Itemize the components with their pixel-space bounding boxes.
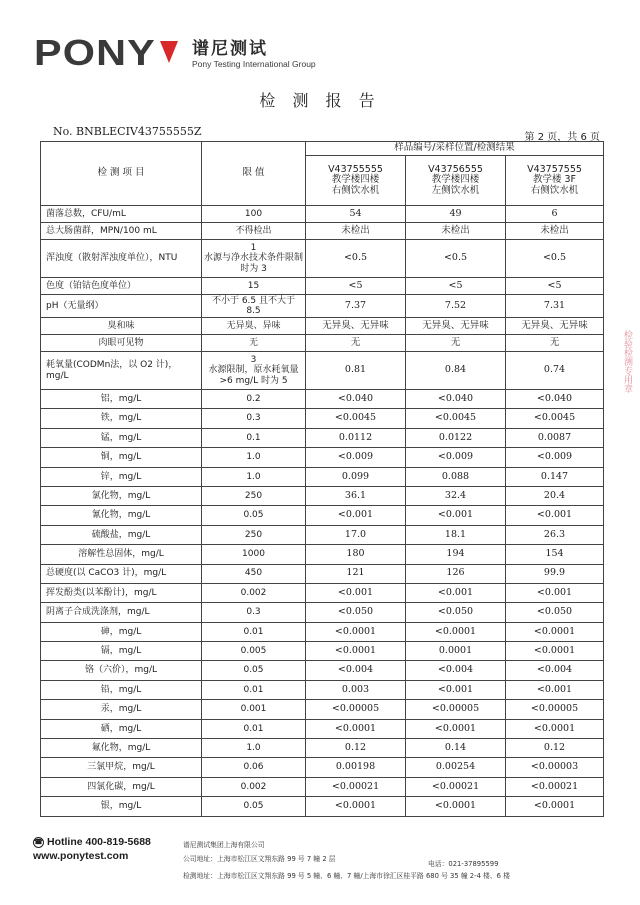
limit-cell: 0.01	[202, 622, 306, 641]
result-cell: 无	[306, 335, 406, 352]
result-cell: <0.0045	[506, 409, 604, 428]
limit-cell: 0.002	[202, 583, 306, 602]
item-cell: 三氯甲烷，mg/L	[41, 758, 202, 777]
result-cell: 无	[406, 335, 506, 352]
result-cell: <5	[306, 278, 406, 295]
result-cell: 0.74	[506, 352, 604, 390]
hotline-text: Hotline 400-819-5688	[47, 836, 151, 848]
result-cell: 无异臭、无异味	[406, 318, 506, 335]
item-cell: 菌落总数，CFU/mL	[41, 206, 202, 223]
result-cell: <0.00005	[306, 700, 406, 719]
result-cell: 0.00254	[406, 758, 506, 777]
item-cell: 浑浊度（散射浑浊度单位），NTU	[41, 240, 202, 278]
item-cell: 色度（铂钴色度单位）	[41, 278, 202, 295]
table-row	[41, 739, 604, 758]
result-cell: <0.050	[406, 603, 506, 622]
hotline	[33, 836, 151, 848]
result-cell: 121	[306, 564, 406, 583]
result-cell: <0.001	[306, 506, 406, 525]
table-row	[41, 295, 604, 318]
limit-cell: 1000	[202, 545, 306, 564]
item-cell: 四氯化碳，mg/L	[41, 777, 202, 796]
item-cell: 氯化物，mg/L	[41, 486, 202, 505]
result-cell: 32.4	[406, 486, 506, 505]
limit-cell: 无异臭、异味	[202, 318, 306, 335]
table-row	[41, 777, 604, 796]
result-cell: <0.5	[406, 240, 506, 278]
item-cell: 锰，mg/L	[41, 428, 202, 447]
limit-cell: 0.001	[202, 700, 306, 719]
sample-location: 右侧饮水机	[331, 184, 380, 196]
limit-cell: 15	[202, 278, 306, 295]
table-row	[41, 622, 604, 641]
item-cell: 肉眼可见物	[41, 335, 202, 352]
limit-cell: 1 水源与净水技术条件限制时为 3	[202, 240, 306, 278]
result-cell: 7.52	[406, 295, 506, 318]
result-cell: <0.001	[506, 680, 604, 699]
limit-cell: 250	[202, 486, 306, 505]
sample-location: 教学楼四楼	[431, 174, 480, 186]
result-cell: <0.0001	[306, 719, 406, 738]
table-row	[41, 603, 604, 622]
result-cell: 0.003	[306, 680, 406, 699]
result-cell: <0.040	[406, 390, 506, 409]
result-cell: <0.5	[306, 240, 406, 278]
result-cell: 6	[506, 206, 604, 223]
result-cell: <0.004	[506, 661, 604, 680]
item-cell: 总硬度(以 CaCO3 计)，mg/L	[41, 564, 202, 583]
table-row	[41, 318, 604, 335]
result-cell: <0.0045	[406, 409, 506, 428]
table-row	[41, 448, 604, 467]
result-cell: 36.1	[306, 486, 406, 505]
result-cell: 未检出	[306, 223, 406, 240]
result-cell: 0.84	[406, 352, 506, 390]
company-logo	[22, 28, 342, 78]
result-cell: <0.001	[406, 583, 506, 602]
result-cell: 未检出	[406, 223, 506, 240]
result-cell: 0.0112	[306, 428, 406, 447]
limit-cell: 0.05	[202, 506, 306, 525]
table-row	[41, 680, 604, 699]
result-cell: 0.147	[506, 467, 604, 486]
result-cell: <0.0045	[306, 409, 406, 428]
result-cell: <0.050	[506, 603, 604, 622]
result-cell: 0.12	[506, 739, 604, 758]
result-cell: 126	[406, 564, 506, 583]
column-header-item: 检 测 项 目	[41, 142, 202, 206]
result-cell: 194	[406, 545, 506, 564]
result-cell: <0.00003	[506, 758, 604, 777]
limit-cell: 0.1	[202, 428, 306, 447]
limit-cell: 450	[202, 564, 306, 583]
website-link[interactable]: www.ponytest.com	[33, 850, 129, 862]
result-cell: <0.00021	[406, 777, 506, 796]
item-cell: 铅，mg/L	[41, 680, 202, 699]
item-cell: 氰化物，mg/L	[41, 506, 202, 525]
result-cell: 0.0122	[406, 428, 506, 447]
table-row	[41, 352, 604, 390]
table-row	[41, 206, 604, 223]
limit-cell: 0.2	[202, 390, 306, 409]
result-cell: 154	[506, 545, 604, 564]
item-cell: 铬（六价），mg/L	[41, 661, 202, 680]
table-row	[41, 390, 604, 409]
result-cell: 26.3	[506, 525, 604, 544]
table-row	[41, 758, 604, 777]
result-cell: 7.37	[306, 295, 406, 318]
result-cell: 无异臭、无异味	[306, 318, 406, 335]
result-cell: <0.001	[306, 583, 406, 602]
result-cell: 49	[406, 206, 506, 223]
result-cell: <0.040	[506, 390, 604, 409]
result-cell: <0.0001	[506, 719, 604, 738]
item-cell: 铝，mg/L	[41, 390, 202, 409]
result-cell: 无	[506, 335, 604, 352]
footer-address: 公司地址：上海市松江区文翔东路 99 号 7 幢 2 层	[183, 855, 336, 863]
footer-lab-address: 检测地址：上海市松江区文翔东路 99 号 5 幢、6 幢、7 幢/上海市徐汇区桂平路 680 号 35 幢 2-4 楼、6 楼	[183, 872, 510, 880]
sample-header	[406, 156, 506, 206]
table-row	[41, 700, 604, 719]
result-cell: <0.00021	[506, 777, 604, 796]
result-cell: <0.009	[406, 448, 506, 467]
sample-id: V43756555	[428, 163, 483, 175]
result-cell: <0.0001	[406, 797, 506, 816]
table-row	[41, 486, 604, 505]
table-row	[41, 719, 604, 738]
table-row	[41, 240, 604, 278]
item-cell: 溶解性总固体，mg/L	[41, 545, 202, 564]
limit-cell: 1.0	[202, 448, 306, 467]
phone-circle-icon: ☎	[34, 839, 43, 846]
result-cell: <0.001	[506, 583, 604, 602]
result-cell: <0.004	[306, 661, 406, 680]
result-cell: <0.001	[506, 506, 604, 525]
limit-cell: 3 水源限制，原水耗氧量>6 mg/L 时为 5	[202, 352, 306, 390]
table-row	[41, 797, 604, 816]
result-cell: 7.31	[506, 295, 604, 318]
table-row	[41, 583, 604, 602]
result-cell: 0.12	[306, 739, 406, 758]
result-cell: 0.0001	[406, 642, 506, 661]
result-cell: <0.00005	[506, 700, 604, 719]
table-row	[41, 545, 604, 564]
item-cell: 铁，mg/L	[41, 409, 202, 428]
table-row	[41, 278, 604, 295]
result-cell: <0.009	[306, 448, 406, 467]
limit-cell: 0.3	[202, 603, 306, 622]
limit-cell: 1.0	[202, 467, 306, 486]
result-cell: 0.099	[306, 467, 406, 486]
sample-id: V43755555	[328, 163, 383, 175]
result-cell: <0.001	[406, 680, 506, 699]
sample-id: V43757555	[527, 163, 582, 175]
item-cell: 硫酸盐，mg/L	[41, 525, 202, 544]
result-cell: 180	[306, 545, 406, 564]
result-cell: <0.0001	[506, 642, 604, 661]
sample-header	[306, 156, 406, 206]
sample-location: 右侧饮水机	[530, 184, 579, 196]
result-cell: 20.4	[506, 486, 604, 505]
item-cell: 耗氧量(CODMn法，以 O2 计)，mg/L	[41, 352, 202, 390]
result-cell: 未检出	[506, 223, 604, 240]
item-cell: 阴离子合成洗涤剂，mg/L	[41, 603, 202, 622]
limit-cell: 0.005	[202, 642, 306, 661]
logo-chinese-name: 谱尼测试	[192, 39, 268, 59]
footer-phone: 电话：021-37895599	[428, 860, 499, 868]
inspection-stamp: 检验检测专用章	[622, 330, 632, 393]
page-footer	[0, 830, 640, 890]
result-cell: <0.001	[406, 506, 506, 525]
column-header-limit: 限 值	[202, 142, 306, 206]
item-cell: 铜，mg/L	[41, 448, 202, 467]
logo-wordmark: PONY	[34, 32, 156, 73]
item-cell: pH（无量纲）	[41, 295, 202, 318]
table-row	[41, 409, 604, 428]
result-cell: <0.0001	[306, 642, 406, 661]
result-cell: <5	[506, 278, 604, 295]
table-row	[41, 506, 604, 525]
limit-cell: 不得检出	[202, 223, 306, 240]
result-cell: 17.0	[306, 525, 406, 544]
result-cell: <5	[406, 278, 506, 295]
result-cell: 0.14	[406, 739, 506, 758]
result-cell: 无异臭、无异味	[506, 318, 604, 335]
results-table	[40, 141, 604, 817]
item-cell: 硒，mg/L	[41, 719, 202, 738]
limit-cell: 0.01	[202, 680, 306, 699]
result-cell: <0.0001	[506, 622, 604, 641]
result-cell: <0.009	[506, 448, 604, 467]
result-cell: <0.050	[306, 603, 406, 622]
table-row	[41, 428, 604, 447]
result-cell: 54	[306, 206, 406, 223]
column-header-results: 样品编号/采样位置/检测结果	[306, 142, 604, 156]
result-cell: <0.00021	[306, 777, 406, 796]
result-cell: 18.1	[406, 525, 506, 544]
table-row	[41, 223, 604, 240]
result-cell: <0.0001	[406, 719, 506, 738]
item-cell: 氟化物，mg/L	[41, 739, 202, 758]
table-row	[41, 642, 604, 661]
limit-cell: 不小于 6.5 且不大于 8.5	[202, 295, 306, 318]
limit-cell: 250	[202, 525, 306, 544]
item-cell: 砷，mg/L	[41, 622, 202, 641]
sample-location: 教学楼 3F	[532, 174, 577, 186]
limit-cell: 1.0	[202, 739, 306, 758]
limit-cell: 0.3	[202, 409, 306, 428]
result-cell: <0.00005	[406, 700, 506, 719]
result-cell: <0.004	[406, 661, 506, 680]
item-cell: 总大肠菌群，MPN/100 mL	[41, 223, 202, 240]
result-cell: 0.088	[406, 467, 506, 486]
result-cell: <0.040	[306, 390, 406, 409]
result-cell: 0.0087	[506, 428, 604, 447]
sample-location: 教学楼四楼	[331, 174, 380, 186]
item-cell: 锌，mg/L	[41, 467, 202, 486]
limit-cell: 0.05	[202, 797, 306, 816]
report-number: No. BNBLECIV43755555Z	[53, 125, 202, 138]
result-cell: <0.0001	[506, 797, 604, 816]
item-cell: 挥发酚类(以苯酚计)，mg/L	[41, 583, 202, 602]
table-row	[41, 467, 604, 486]
sample-location: 左侧饮水机	[431, 184, 480, 196]
result-cell: <0.0001	[406, 622, 506, 641]
report-title: 检 测 报 告	[259, 91, 381, 110]
result-cell: <0.0001	[306, 622, 406, 641]
limit-cell: 0.05	[202, 661, 306, 680]
result-cell: 0.00198	[306, 758, 406, 777]
table-row	[41, 564, 604, 583]
item-cell: 汞，mg/L	[41, 700, 202, 719]
result-cell: 99.9	[506, 564, 604, 583]
limit-cell: 0.06	[202, 758, 306, 777]
item-cell: 镉，mg/L	[41, 642, 202, 661]
limit-cell: 无	[202, 335, 306, 352]
result-cell: 0.81	[306, 352, 406, 390]
item-cell: 银，mg/L	[41, 797, 202, 816]
results-body	[41, 206, 604, 817]
logo-chevron-icon	[160, 41, 178, 63]
limit-cell: 100	[202, 206, 306, 223]
limit-cell: 0.002	[202, 777, 306, 796]
item-cell: 臭和味	[41, 318, 202, 335]
sample-header	[506, 156, 604, 206]
table-row	[41, 661, 604, 680]
footer-company: 谱尼测试集团上海有限公司	[183, 841, 265, 849]
limit-cell: 0.01	[202, 719, 306, 738]
logo-english-name: Pony Testing International Group	[192, 59, 316, 69]
page-indicator: 第 2 页，共 6 页	[524, 132, 600, 143]
result-cell: <0.0001	[306, 797, 406, 816]
result-cell: <0.5	[506, 240, 604, 278]
table-row	[41, 335, 604, 352]
table-row	[41, 525, 604, 544]
